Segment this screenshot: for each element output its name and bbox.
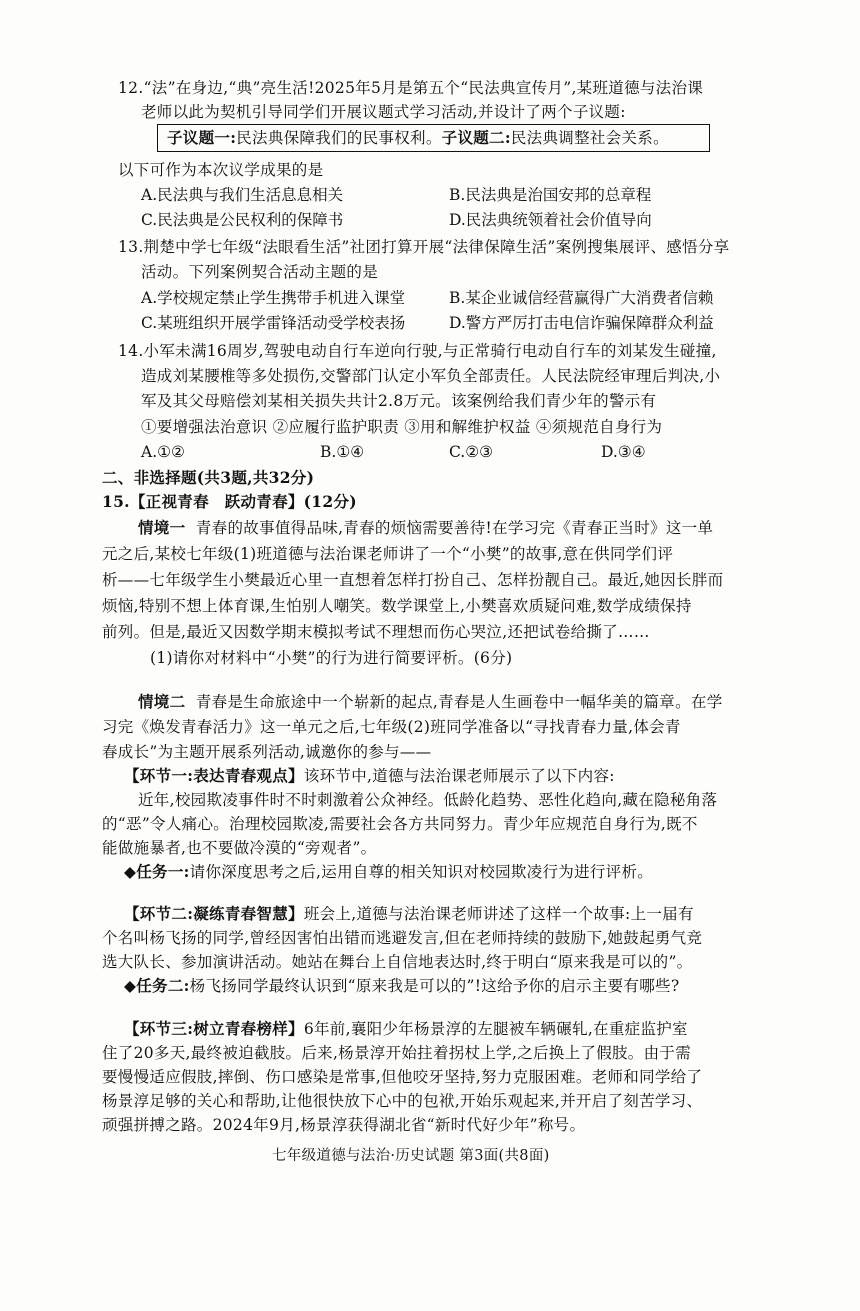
link-2-label: 【环节二:凝练青春智慧】 bbox=[124, 904, 304, 923]
situation-1-line1 bbox=[138, 518, 713, 538]
situation-1-line2: 元之后,某校七年级(1)班道德与法治课老师讲了一个“小樊”的故事,意在供同学们评 bbox=[102, 545, 674, 563]
situation-1-label: 情境一 bbox=[138, 518, 186, 537]
q13-option-c: C.某班组织开展学雷锋活动受学校表扬 bbox=[141, 314, 406, 332]
q14-option-b: B.①④ bbox=[320, 443, 365, 461]
situation-1-text: 青春的故事值得品味,青春的烦恼需要善待!在学习完《青春正当时》这一单 bbox=[195, 519, 714, 537]
link-1-line2: 近年,校园欺凌事件时不时刺激着公众神经。低龄化趋势、恶性化趋向,藏在隐秘角落 bbox=[138, 791, 718, 809]
q12-option-d: D.民法典统领着社会价值导向 bbox=[449, 211, 652, 229]
sub-topic-1-text: 民法典保障我们的民事权利。 bbox=[236, 129, 442, 147]
link-1-line4: 能做施暴者,也不要做冷漠的“旁观者”。 bbox=[102, 839, 377, 857]
link-3-label: 【环节三:树立青春榜样】 bbox=[124, 1019, 304, 1038]
q12-option-c: C.民法典是公民权利的保障书 bbox=[141, 211, 344, 229]
link-3-line4: 杨景淳足够的关心和帮助,让他很快放下心中的包袱,开始乐观起来,并开启了刻苦学习、 bbox=[102, 1092, 703, 1110]
q13-line2: 活动。下列案例契合活动主题的是 bbox=[141, 263, 379, 281]
q15-header: 15.【正视青春 跃动青春】(12分) bbox=[102, 492, 357, 511]
q14-statements: ①要增强法治意识 ②应履行监护职责 ③用和解维护权益 ④须规范自身行为 bbox=[141, 418, 663, 436]
section-2-title: 二、非选择题(共3题,共32分) bbox=[102, 468, 315, 487]
q13-option-b: B.某企业诚信经营赢得广大消费者信赖 bbox=[449, 289, 714, 307]
situation-2-label: 情境二 bbox=[138, 692, 186, 711]
situation-1-line4: 烦恼,特别不想上体育课,生怕别人嘲笑。数学课堂上,小樊喜欢质疑问难,数学成绩保持 bbox=[102, 597, 692, 615]
q14-line1: 14.小军未满16周岁,驾驶电动自行车逆向行驶,与正常骑行电动自行车的刘某发生碰撞, bbox=[118, 342, 717, 360]
task-1-text: 请你深度思考之后,运用自尊的相关知识对校园欺凌行为进行评析。 bbox=[189, 863, 654, 881]
link-1-label: 【环节一:表达青春观点】 bbox=[124, 766, 304, 785]
situation-2-line2: 习完《焕发青春活力》这一单元之后,七年级(2)班同学准备以“寻找青春力量,体会青 bbox=[102, 718, 681, 736]
task-2-label: ◆任务二: bbox=[124, 976, 190, 995]
q12-line2: 老师以此为契机引导同学们开展议题式学习活动,并设计了两个子议题: bbox=[141, 103, 626, 121]
link-1-line3: 的“恶”令人痛心。治理校园欺凌,需要社会各方共同努力。青少年应规范自身行为,既不 bbox=[102, 815, 698, 833]
sub-topic-1-label: 子议题一: bbox=[167, 128, 237, 147]
task-2-text: 杨飞扬同学最终认识到“原来我是可以的”!这给予你的启示主要有哪些? bbox=[189, 977, 680, 995]
task-2 bbox=[124, 976, 679, 996]
situation-1-line5: 前列。但是,最近又因数学期末模拟考试不理想而伤心哭泣,还把试卷给撕了…… bbox=[102, 623, 650, 641]
q13-option-d: D.警方严厉打击电信诈骗保障群众利益 bbox=[449, 314, 714, 332]
situation-2-text: 青春是生命旅途中一个崭新的起点,青春是人生画卷中一幅华美的篇章。在学 bbox=[195, 693, 723, 711]
link-3-line5: 顽强拼搏之路。2024年9月,杨景淳获得湖北省“新时代好少年”称号。 bbox=[102, 1116, 586, 1134]
q12-line1: 12.“法”在身边,“典”亮生活!2025年5月是第五个“民法典宣传月”,某班道德与法治课 bbox=[118, 79, 704, 97]
q14-line2: 造成刘某腰椎等多处损伤,交警部门认定小军负全部责任。人民法院经审理后判决,小 bbox=[141, 367, 721, 385]
q14-line3: 军及其父母赔偿刘某相关损失共计2.8万元。该案例给我们青少年的警示有 bbox=[141, 392, 657, 410]
task-1-label: ◆任务一: bbox=[124, 862, 190, 881]
q12-option-b: B.民法典是治国安邦的总章程 bbox=[449, 186, 652, 204]
sub-topic-2-label: 子议题二: bbox=[441, 128, 511, 147]
link-3-line2: 住了20多天,最终被迫截肢。后来,杨景淳开始拄着拐杖上学,之后换上了假肢。由于需 bbox=[102, 1044, 692, 1062]
link-2-line1 bbox=[124, 904, 694, 924]
situation-2-line3: 春成长”为主题开展系列活动,诚邀你的参与—— bbox=[102, 743, 432, 761]
link-1-line1 bbox=[124, 766, 615, 786]
situation-1-line3: 析——七年级学生小樊最近心里一直想着怎样打扮自己、怎样扮靓自己。最近,她因长胖而 bbox=[102, 571, 724, 589]
link-2-line2: 个名叫杨飞扬的同学,曾经因害怕出错而逃避发言,但在老师持续的鼓励下,她鼓起勇气竞 bbox=[102, 929, 703, 947]
sub-topics-text bbox=[167, 128, 669, 148]
q12-option-a: A.民法典与我们生活息息相关 bbox=[141, 186, 344, 204]
q13-option-a: A.学校规定禁止学生携带手机进入课堂 bbox=[141, 289, 406, 307]
link-3-line3: 要慢慢适应假肢,摔倒、伤口感染是常事,但他咬牙坚持,努力克服困难。老师和同学给了 bbox=[102, 1068, 703, 1086]
q14-option-d: D.③④ bbox=[601, 443, 646, 461]
link-2-intro: 班会上,道德与法治课老师讲述了这样一个故事:上一届有 bbox=[303, 905, 694, 923]
link-1-intro: 该环节中,道德与法治课老师展示了以下内容: bbox=[303, 767, 615, 785]
link-3-intro: 6年前,襄阳少年杨景淳的左腿被车辆碾轧,在重症监护室 bbox=[303, 1020, 688, 1038]
q14-option-a: A.①② bbox=[141, 443, 185, 461]
situation-2-line1 bbox=[138, 692, 723, 712]
sub-topics-box bbox=[157, 124, 710, 152]
task-1 bbox=[124, 862, 653, 882]
q12-stem: 以下可作为本次议学成果的是 bbox=[118, 161, 324, 179]
q14-option-c: C.②③ bbox=[449, 443, 494, 461]
link-3-line1 bbox=[124, 1019, 688, 1039]
link-2-line3: 选大队长、参加演讲活动。她站在舞台上自信地表达时,终于明白“原来我是可以的”。 bbox=[102, 953, 693, 971]
question-15-1: (1)请你对材料中“小樊”的行为进行简要评析。(6分) bbox=[150, 649, 513, 667]
sub-topic-2-text: 民法典调整社会关系。 bbox=[510, 129, 669, 147]
page-footer: 七年级道德与法治·历史试题 第3面(共8面) bbox=[272, 1148, 550, 1164]
q13-line1: 13.荆楚中学七年级“法眼看生活”社团打算开展“法律保障生活”案例搜集展评、感悟分享 bbox=[118, 238, 730, 256]
